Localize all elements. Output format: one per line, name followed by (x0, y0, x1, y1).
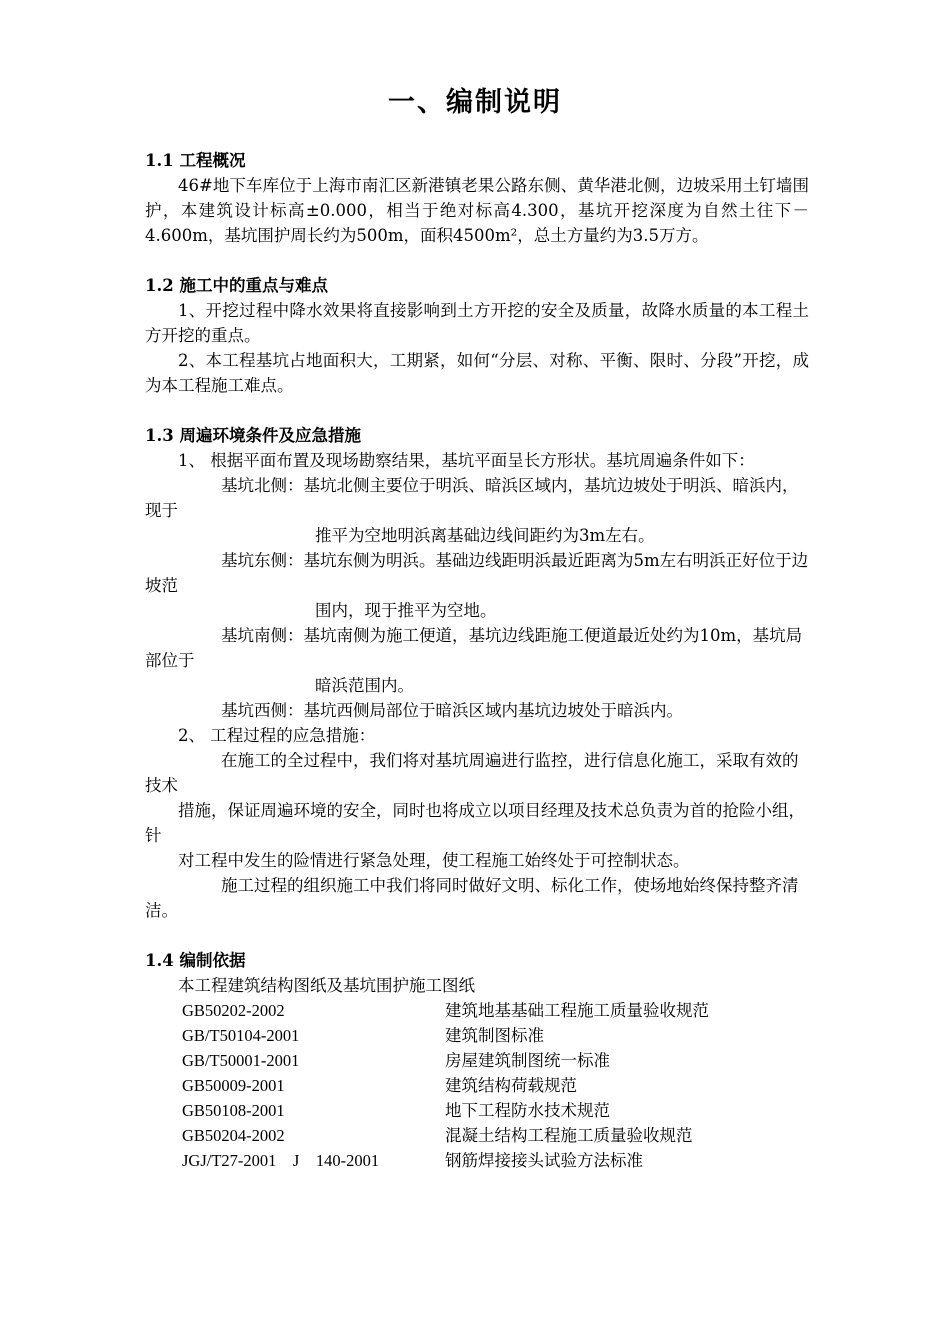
reference-code: GB/T50104-2001 (182, 1026, 300, 1045)
reference-row (145, 1073, 809, 1098)
reference-row (145, 1023, 809, 1048)
reference-code: GB50108-2001 (182, 1101, 285, 1120)
reference-code: GB50009-2001 (182, 1076, 285, 1095)
reference-code: GB/T50001-2001 (182, 1051, 300, 1070)
section-heading-basis: 1.4 编制依据 (145, 951, 246, 970)
reference-name: 地下工程防水技术规范 (445, 1101, 610, 1120)
reference-row (145, 1148, 809, 1173)
reference-row (145, 1123, 809, 1148)
emergency-measure-1: 在施工的全过程中，我们将对基坑周遍进行监控，进行信息化施工，采取有效的技术 (145, 751, 799, 795)
reference-name: 房屋建筑制图统一标准 (445, 1051, 610, 1070)
north-side-text: 基坑北侧：基坑北侧主要位于明浜、暗浜区域内，基坑边坡处于明浜、暗浜内，现于 (145, 476, 799, 520)
overview-paragraph: 46#地下车库位于上海市南汇区新港镇老果公路东侧、黄华港北侧，边坡采用土钉墙围护，本建筑设计标高±0.000，相当于绝对标高4.300，基坑开挖深度为自然土往下－4.600m，基坑围护周长约为500m，面积4500m²，总土方量约为3.5万方。 (145, 176, 809, 245)
south-side-text: 基坑南侧：基坑南侧为施工便道，基坑边线距施工便道最近处约为10m，基坑局部位于 (145, 626, 803, 670)
reference-row (145, 1098, 809, 1123)
emergency-heading: 2、 工程过程的应急措施： (178, 726, 376, 745)
reference-row (145, 1048, 809, 1073)
west-side-text: 基坑西侧：基坑西侧局部位于暗浜区域内基坑边坡处于暗浜内。 (221, 701, 683, 720)
east-side-continuation: 围内，现于推平为空地。 (315, 601, 497, 620)
reference-name: 建筑地基基础工程施工质量验收规范 (445, 1001, 709, 1020)
emergency-measure-2: 措施，保证周遍环境的安全，同时也将成立以项目经理及技术总负责为首的抢险小组，针 (145, 801, 805, 845)
north-side-continuation: 推平为空地明浜离基础边线间距约为3m左右。 (315, 526, 655, 545)
reference-code: GB50202-2002 (182, 1001, 285, 1020)
reference-name: 钢筋焊接接头试验方法标准 (445, 1151, 643, 1170)
east-side-text: 基坑东侧：基坑东侧为明浜。基础边线距明浜最近距离为5m左右明浜正好位于边坡范 (145, 551, 809, 595)
reference-name: 建筑结构荷载规范 (445, 1076, 577, 1095)
reference-row (145, 998, 809, 1023)
key-point-1: 1、开挖过程中降水效果将直接影响到土方开挖的安全及质量，故降水质量的本工程土方开挖的重点。 (145, 301, 809, 345)
document-body (145, 148, 809, 1173)
south-side-continuation: 暗浜范围内。 (315, 676, 414, 695)
section-heading-key-points: 1.2 施工中的重点与难点 (145, 276, 328, 295)
basis-intro: 本工程建筑结构图纸及基坑围护施工图纸 (178, 976, 475, 995)
reference-list (145, 998, 809, 1173)
reference-name: 建筑制图标准 (445, 1026, 544, 1045)
section-heading-overview: 1.1 工程概况 (145, 151, 246, 170)
page-title: 一、编制说明 (388, 87, 562, 118)
emergency-measure-4: 施工过程的组织施工中我们将同时做好文明、标化工作，使场地始终保持整齐清洁。 (145, 876, 799, 920)
environment-intro: 1、 根据平面布置及现场勘察结果，基坑平面呈长方形状。基坑周遍条件如下： (178, 451, 755, 470)
section-heading-environment: 1.3 周遍环境条件及应急措施 (145, 426, 361, 445)
reference-code: JGJ/T27-2001 J 140-2001 (182, 1151, 380, 1170)
reference-code: GB50204-2002 (182, 1126, 285, 1145)
reference-name: 混凝土结构工程施工质量验收规范 (445, 1126, 693, 1145)
emergency-measure-3: 对工程中发生的险情进行紧急处理，使工程施工始终处于可控制状态。 (178, 851, 690, 870)
key-point-2: 2、本工程基坑占地面积大，工期紧，如何“分层、对称、平衡、限时、分段”开挖，成为本工程施工难点。 (145, 351, 809, 395)
